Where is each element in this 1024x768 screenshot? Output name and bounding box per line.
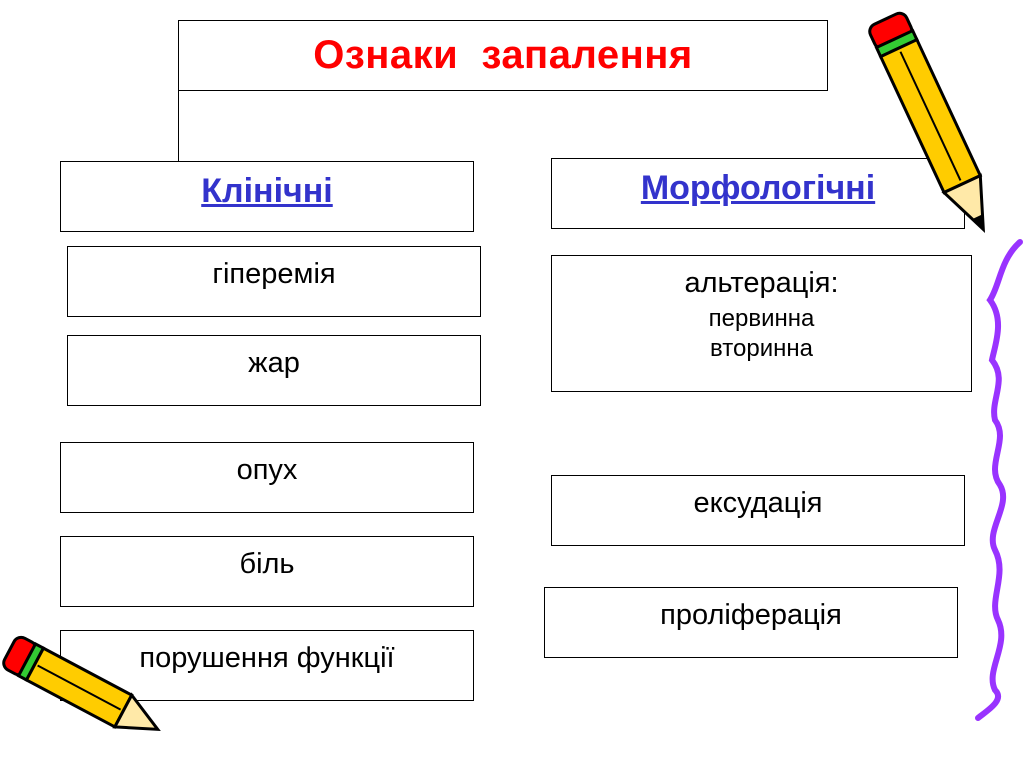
clinical-header-box xyxy=(60,161,474,232)
clinical-item-pain: біль xyxy=(239,548,295,580)
clinical-item-hyperemia: гіперемія xyxy=(212,258,336,290)
clinical-item-box xyxy=(60,536,474,607)
morph-item-proliferation: проліферація xyxy=(660,599,842,631)
clinical-item-box xyxy=(60,630,474,701)
morph-item-box xyxy=(551,475,965,546)
morph-subitem-secondary: вторинна xyxy=(710,334,813,362)
morph-item-box xyxy=(544,587,958,658)
morph-item-exudation: ексудація xyxy=(693,487,823,519)
clinical-item-box xyxy=(60,442,474,513)
morph-subitem-primary: первинна xyxy=(708,304,815,332)
morph-item-alteration: альтерація: xyxy=(684,267,839,299)
clinical-header[interactable]: Клінічні xyxy=(201,172,333,210)
morphological-header-box xyxy=(551,158,965,229)
connector-line xyxy=(178,91,179,161)
morph-item-box xyxy=(551,255,972,392)
clinical-item-swelling: опух xyxy=(236,454,298,486)
clinical-item-fever: жар xyxy=(248,347,300,379)
clinical-item-box xyxy=(67,246,481,317)
clinical-item-loss-of-function: порушення функції xyxy=(139,642,395,674)
morphological-header[interactable]: Морфологічні xyxy=(640,169,876,207)
clinical-item-box xyxy=(67,335,481,406)
diagram-title: Ознаки запалення xyxy=(313,33,693,77)
title-box xyxy=(178,20,828,91)
